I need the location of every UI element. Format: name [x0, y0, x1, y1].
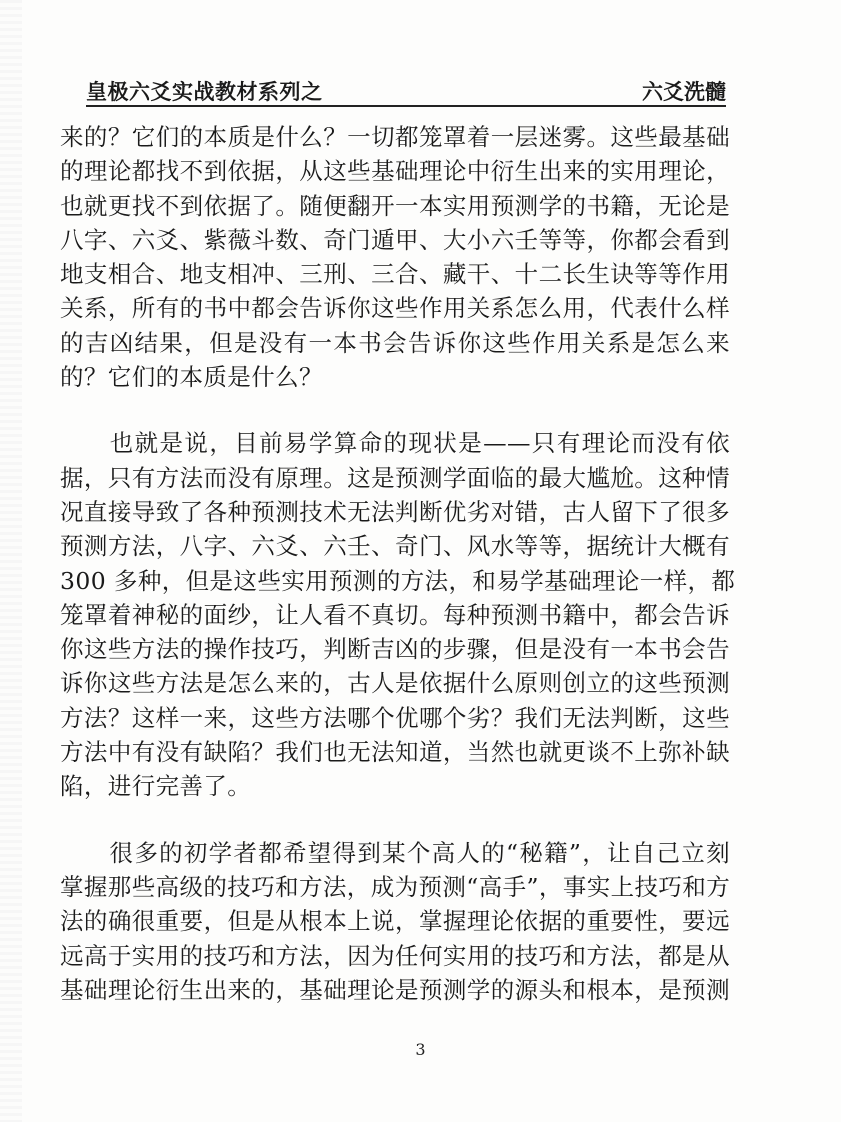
text-line: 掌握那些高级的技巧和方法，成为预测“高手”，事实上技巧和方: [60, 872, 731, 901]
paragraph-gap: [60, 394, 730, 426]
text-line: 诉你这些方法是怎么来的，古人是依据什么原则创立的这些预测: [60, 669, 730, 698]
book-title: 六爻洗髓: [642, 79, 726, 104]
series-title: 皇极六爻实战教材系列之: [86, 79, 323, 104]
text-line: 关系，所有的书中都会告诉你这些作用关系怎么用，代表什么样: [60, 294, 730, 323]
text-line: 笼罩着神秘的面纱，让人看不真切。每种预测书籍中，都会告诉: [60, 600, 730, 629]
page-number: 3: [415, 1040, 426, 1059]
text-line: 也就是说，目前易学算命的现状是——只有理论而没有依: [60, 429, 730, 458]
paragraph-1: [60, 120, 730, 394]
text-line: 预测方法，八字、六爻、六壬、奇门、风水等等，据统计大概有: [60, 532, 730, 561]
text-line: 据，只有方法而没有原理。这是预测学面临的最大尴尬。这种情: [60, 463, 730, 492]
text-line: 很多的初学者都希望得到某个高人的“秘籍”，让自己立刻: [60, 838, 730, 867]
text-line: 也就更找不到依据了。随便翻开一本实用预测学的书籍，无论是: [60, 191, 730, 220]
text-line: 法的确很重要，但是从根本上说，掌握理论依据的重要性，要远: [60, 907, 730, 936]
text-line: 陷，进行完善了。: [60, 772, 252, 801]
running-header: [86, 74, 726, 108]
body-text: [60, 120, 736, 1007]
paragraph-gap: [60, 804, 730, 836]
text-line: 基础理论衍生出来的，基础理论是预测学的源头和根本，是预测: [60, 975, 730, 1004]
text-line: 方法？这样一来，这些方法哪个优哪个劣？我们无法判断，这些: [60, 703, 730, 732]
header-rule: [86, 105, 726, 107]
text-line: 的理论都找不到依据，从这些基础理论中衍生出来的实用理论，: [60, 157, 730, 186]
text-line: 300 多种，但是这些实用预测的方法，和易学基础理论一样，都: [60, 566, 736, 595]
text-line: 方法中有没有缺陷？我们也无法知道，当然也就更谈不上弥补缺: [60, 738, 730, 767]
text-line: 况直接导致了各种预测技术无法判断优劣对错，古人留下了很多: [60, 497, 730, 526]
paragraph-3: [60, 836, 730, 1007]
text-line: 的？它们的本质是什么？: [60, 363, 323, 392]
text-line: 地支相合、地支相冲、三刑、三合、藏干、十二长生诀等等作用: [60, 260, 730, 289]
text-line: 你这些方法的操作技巧，判断吉凶的步骤，但是没有一本书会告: [60, 635, 730, 664]
scan-edge-noise: [0, 0, 22, 1122]
text-line: 来的？它们的本质是什么？一切都笼罩着一层迷雾。这些最基础: [60, 123, 730, 151]
text-line: 远高于实用的技巧和方法，因为任何实用的技巧和方法，都是从: [60, 941, 730, 970]
paragraph-2: [60, 426, 736, 803]
text-line: 八字、六爻、紫薇斗数、奇门遁甲、大小六壬等等，你都会看到: [60, 225, 730, 254]
text-line: 的吉凶结果，但是没有一本书会告诉你这些作用关系是怎么来: [60, 328, 730, 357]
